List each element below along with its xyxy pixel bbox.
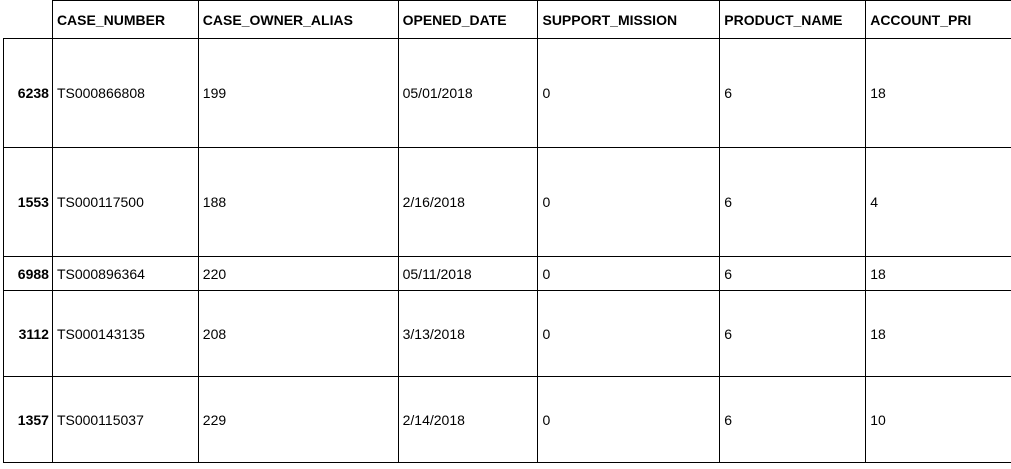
cell-product-name: 6 (720, 291, 866, 377)
column-header-case-number: CASE_NUMBER (52, 1, 198, 39)
cell-case-owner-alias: 188 (198, 148, 398, 257)
cell-case-number: TS000866808 (52, 39, 198, 148)
cell-product-name: 6 (720, 148, 866, 257)
cell-case-owner-alias: 208 (198, 291, 398, 377)
cell-support-mission: 0 (538, 257, 720, 291)
row-index: 6988 (4, 257, 53, 291)
cell-account-pri: 18 (866, 291, 1011, 377)
row-index: 1357 (4, 377, 53, 463)
cell-support-mission: 0 (538, 39, 720, 148)
cell-product-name: 6 (720, 257, 866, 291)
cell-product-name: 6 (720, 39, 866, 148)
row-index: 3112 (4, 291, 53, 377)
row-index: 1553 (4, 148, 53, 257)
cell-opened-date: 2/14/2018 (398, 377, 538, 463)
cell-case-number: TS000115037 (52, 377, 198, 463)
cell-case-number: TS000143135 (52, 291, 198, 377)
header-row (4, 1, 1011, 39)
cell-opened-date: 05/11/2018 (398, 257, 538, 291)
cell-support-mission: 0 (538, 291, 720, 377)
data-table-container (3, 0, 1011, 463)
cell-account-pri: 18 (866, 39, 1011, 148)
cell-case-owner-alias: 229 (198, 377, 398, 463)
column-header-support-mission: SUPPORT_MISSION (538, 1, 720, 39)
column-header-product-name: PRODUCT_NAME (720, 1, 866, 39)
column-header-opened-date: OPENED_DATE (398, 1, 538, 39)
cell-account-pri: 10 (866, 377, 1011, 463)
column-header-case-owner-alias: CASE_OWNER_ALIAS (198, 1, 398, 39)
column-header-account-pri: ACCOUNT_PRI (866, 1, 1011, 39)
cell-opened-date: 3/13/2018 (398, 291, 538, 377)
table-row (4, 291, 1011, 377)
cell-account-pri: 18 (866, 257, 1011, 291)
cell-support-mission: 0 (538, 377, 720, 463)
cell-case-owner-alias: 199 (198, 39, 398, 148)
cell-case-number: TS000896364 (52, 257, 198, 291)
row-index: 6238 (4, 39, 53, 148)
table-row (4, 148, 1011, 257)
data-table (3, 0, 1011, 463)
cell-account-pri: 4 (866, 148, 1011, 257)
cell-product-name: 6 (720, 377, 866, 463)
table-row (4, 377, 1011, 463)
index-header (4, 1, 53, 39)
cell-case-owner-alias: 220 (198, 257, 398, 291)
cell-case-number: TS000117500 (52, 148, 198, 257)
cell-opened-date: 05/01/2018 (398, 39, 538, 148)
table-row (4, 39, 1011, 148)
cell-opened-date: 2/16/2018 (398, 148, 538, 257)
table-row (4, 257, 1011, 291)
cell-support-mission: 0 (538, 148, 720, 257)
